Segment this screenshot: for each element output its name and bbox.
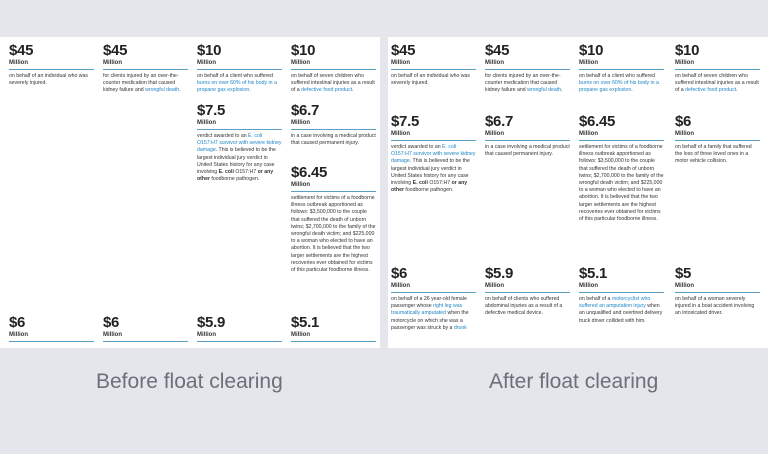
- verdict-unit: Million: [675, 282, 760, 293]
- verdict-unit: Million: [197, 59, 282, 70]
- verdict-amount: $5.1: [579, 265, 607, 282]
- verdict-description: on behalf of a client who suffered burns on over 60% of his body in a propane gas explosion.: [579, 73, 659, 94]
- verdict-card: [103, 43, 188, 95]
- verdict-amount: $6: [391, 265, 408, 282]
- verdict-description: for clients injured by an over-the-counter medication that caused kidney failure and wrongful death.: [103, 73, 181, 94]
- verdict-amount: $10: [197, 42, 222, 59]
- verdict-card: [291, 103, 376, 147]
- verdict-description: on behalf of an individual who was severely injured.: [9, 73, 89, 87]
- verdict-amount: $6.7: [291, 102, 319, 119]
- verdict-description: in a case involving a medical product that caused permanent injury.: [485, 144, 570, 158]
- case-link[interactable]: drunk: [453, 324, 467, 331]
- case-link[interactable]: defective food product: [685, 87, 737, 94]
- verdict-card: [579, 114, 664, 223]
- verdict-unit: Million: [391, 130, 476, 141]
- verdict-unit: Million: [485, 282, 570, 293]
- verdict-amount: $5: [675, 265, 692, 282]
- verdict-card: [675, 266, 760, 318]
- verdict-amount: $7.5: [197, 102, 225, 119]
- verdict-card: [291, 315, 376, 342]
- verdict-description: on behalf of a woman severely injured in a boat accident involving an intoxicated driver.: [675, 296, 755, 317]
- verdict-card: [391, 114, 476, 194]
- verdict-amount: $45: [103, 42, 128, 59]
- verdict-amount: $45: [9, 42, 34, 59]
- case-link[interactable]: burns on over 60% of his body in a propane gas explosion: [579, 80, 659, 94]
- verdict-card: [291, 43, 376, 95]
- case-link[interactable]: E. coli O157:H7 survivor with severe kidney damage: [391, 144, 476, 165]
- case-link[interactable]: E. coli O157:H7 survivor with severe kidney damage: [197, 133, 282, 154]
- case-link[interactable]: defective food product: [301, 87, 353, 94]
- verdict-amount: $10: [291, 42, 316, 59]
- verdict-amount: $5.9: [485, 265, 513, 282]
- verdict-unit: Million: [291, 181, 376, 192]
- after-float-clearing-screenshot: [388, 37, 768, 348]
- verdict-unit: Million: [485, 130, 570, 141]
- verdict-description: on behalf of a motorcyclist who suffered an amputation injury when an unqualified and overtired delivery truck driver collided with him.: [579, 296, 663, 324]
- verdict-description: verdict awarded to an E. coli O157:H7 survivor with severe kidney damage. This is believed to be the largest individual jury verdict in United States history for any case involving E. coli O157:H7 or any other foodborne pathogen.: [391, 144, 476, 194]
- verdict-description: on behalf of seven children who suffered intestinal injuries as a result of a defective food product.: [291, 73, 375, 94]
- verdict-card: [9, 43, 94, 87]
- verdict-description: for clients injured by an over-the-counter medication that caused kidney failure and wrongful death.: [485, 73, 563, 94]
- case-link[interactable]: burns on over 60% of his body in a propane gas explosion: [197, 80, 277, 94]
- verdict-unit: Million: [579, 282, 664, 293]
- verdict-description: in a case involving a medical product that caused permanent injury.: [291, 133, 376, 147]
- verdict-unit: Million: [9, 59, 94, 70]
- verdict-card: [291, 165, 376, 274]
- verdict-unit: Million: [675, 130, 760, 141]
- verdict-card: [579, 266, 664, 325]
- verdict-description: verdict awarded to an E. coli O157:H7 survivor with severe kidney damage. This is believed to be the largest individual jury verdict in United States history for any case involving E. coli O157:H7 or any other foodborne pathogen.: [197, 133, 282, 183]
- verdict-unit: Million: [197, 119, 282, 130]
- verdict-amount: $5.9: [197, 314, 225, 331]
- verdict-description: on behalf of seven children who suffered intestinal injuries as a result of a defective food product.: [675, 73, 759, 94]
- verdict-amount: $45: [485, 42, 510, 59]
- verdict-description: on behalf of a 26 year-old female passenger whose right leg was traumatically amputated when the motorcycle on which she was a passenger was struck by a drunk: [391, 296, 469, 331]
- verdict-card: [9, 315, 94, 342]
- verdict-unit: Million: [103, 59, 188, 70]
- before-caption: Before float clearing: [96, 370, 283, 393]
- verdict-amount: $6: [675, 113, 692, 130]
- verdict-card: [197, 315, 282, 342]
- verdict-card: [197, 43, 282, 95]
- verdict-description: on behalf of an individual who was severely injured.: [391, 73, 471, 87]
- verdict-amount: $6: [9, 314, 26, 331]
- verdict-card: [675, 114, 760, 166]
- verdict-card: [675, 43, 760, 95]
- verdict-description: settlement for victims of a foodborne illness outbreak apportioned as follows: $3,500,000 to the couple that suffered the death of unborn twins; $2,700,000 to the family of the wrongful death victim; and $225,000 to a woman who elected to have an abortion. It is believed that the two larger settlements are the highest recoveries ever obtained for victims of this particular foodborne illness.: [291, 195, 376, 274]
- verdict-amount: $6: [103, 314, 120, 331]
- verdict-amount: $6.45: [579, 113, 616, 130]
- verdict-amount: $10: [579, 42, 604, 59]
- verdict-unit: Million: [579, 130, 664, 141]
- verdict-unit: Million: [391, 59, 476, 70]
- verdict-unit: Million: [291, 59, 376, 70]
- verdict-unit: Million: [197, 331, 282, 342]
- verdict-amount: $5.1: [291, 314, 319, 331]
- verdict-card: [103, 315, 188, 342]
- verdict-card: [485, 114, 570, 158]
- verdict-unit: Million: [675, 59, 760, 70]
- before-float-clearing-screenshot: [0, 37, 380, 348]
- verdict-unit: Million: [103, 331, 188, 342]
- case-link[interactable]: wrongful death: [527, 87, 562, 94]
- verdict-unit: Million: [9, 331, 94, 342]
- case-link[interactable]: wrongful death: [145, 87, 180, 94]
- verdict-unit: Million: [391, 282, 476, 293]
- case-link[interactable]: right leg was traumatically amputated: [391, 303, 463, 317]
- verdict-amount: $6.45: [291, 164, 328, 181]
- verdict-card: [391, 266, 476, 332]
- verdict-amount: $10: [675, 42, 700, 59]
- verdict-card: [485, 43, 570, 95]
- verdict-unit: Million: [291, 119, 376, 130]
- verdict-amount: $45: [391, 42, 416, 59]
- verdict-unit: Million: [579, 59, 664, 70]
- verdict-amount: $7.5: [391, 113, 419, 130]
- verdict-description: on behalf of a client who suffered burns on over 60% of his body in a propane gas explosion.: [197, 73, 277, 94]
- case-link[interactable]: motorcyclist who suffered an amputation injury: [579, 296, 651, 310]
- verdict-card: [391, 43, 476, 87]
- verdict-card: [485, 266, 570, 318]
- verdict-unit: Million: [291, 331, 376, 342]
- verdict-unit: Million: [485, 59, 570, 70]
- verdict-description: on behalf of clients who suffered abdominal injuries as a result of a defective medical device.: [485, 296, 563, 317]
- after-caption: After float clearing: [489, 370, 659, 393]
- verdict-card: [579, 43, 664, 95]
- verdict-description: settlement for victims of a foodborne illness outbreak apportioned as follows: $3,500,000 to the couple that suffered the death of unborn twins; $2,700,000 to the family of the wrongful death victim; and $225,000 to a woman who elected to have an abortion. It is believed that the two larger settlements are the highest recoveries ever obtained for victims of this particular foodborne illness.: [579, 144, 664, 223]
- verdict-card: [197, 103, 282, 183]
- verdict-amount: $6.7: [485, 113, 513, 130]
- verdict-description: on behalf of a family that suffered the loss of three loved ones in a motor vehicle collision.: [675, 144, 752, 165]
